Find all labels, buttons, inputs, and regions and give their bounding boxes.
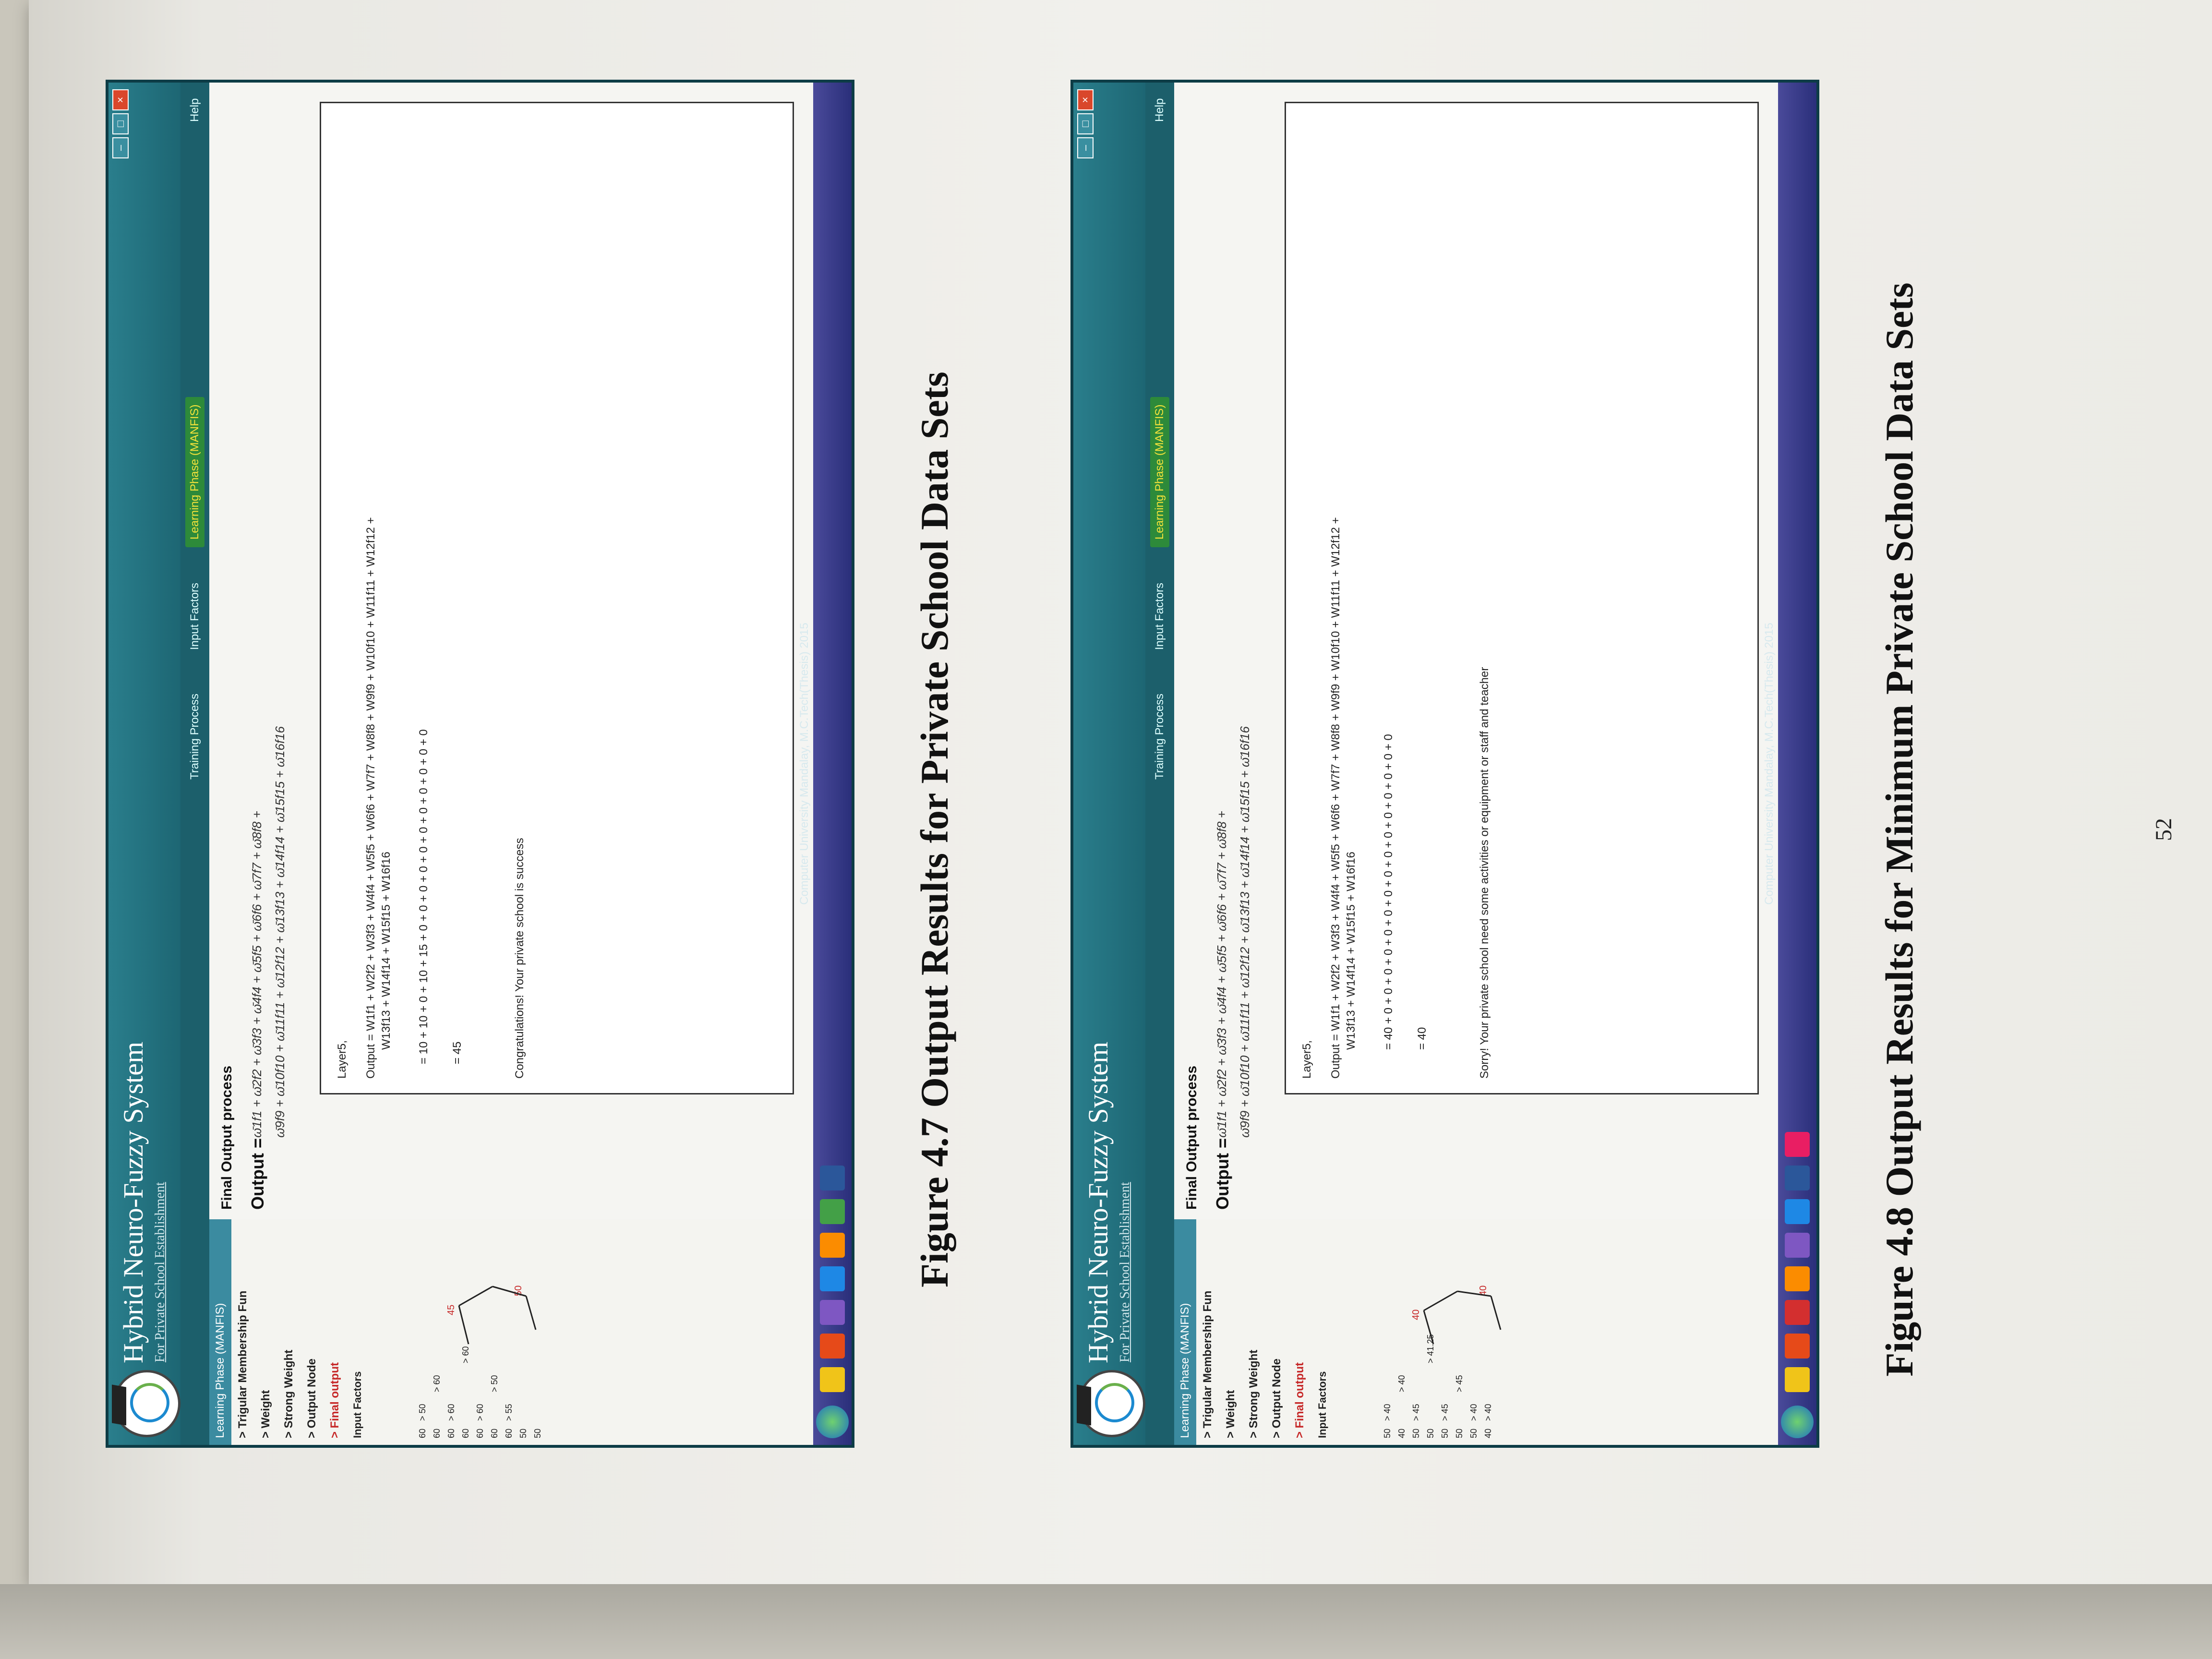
- minimize-icon[interactable]: –: [1077, 137, 1094, 158]
- sidebar: [209, 1218, 813, 1445]
- menu-training-process[interactable]: Training Process: [188, 693, 201, 780]
- formula: [248, 1138, 268, 1210]
- output-text-panel: [1285, 102, 1759, 1094]
- menu-learning-phase[interactable]: Learning Phase (MANFIS): [185, 397, 204, 547]
- tree-value: > 45: [1440, 1404, 1450, 1421]
- tree-value: > 55: [504, 1404, 514, 1421]
- taskbar-app-icon[interactable]: [820, 1199, 845, 1224]
- taskbar-app-icon[interactable]: [820, 1300, 845, 1325]
- tree-diagram: [1376, 1224, 1645, 1440]
- menu-input-factors[interactable]: Input Factors: [1153, 582, 1166, 650]
- calculation: = 40 + 0 + 0 + 0 + 0 + 0 + 0 + 0 + 0 + 0 + 0 + 0 + 0 + 0 + 0 + 0: [1382, 734, 1395, 1050]
- result-message: Sorry! Your private school need some activities or equipment or staff and teacher: [1478, 667, 1491, 1079]
- maximize-icon[interactable]: □: [112, 113, 129, 134]
- tree-value: > 40: [1469, 1404, 1479, 1421]
- formula-line-1: ω̄1f1 + ω̄2f2 + ω̄3f3 + ω̄4f4 + ω̄5f5 + ω̄6f6 + ω̄7f7 + ω̄8f8 +: [1214, 811, 1229, 1138]
- tree-connectors: [459, 1286, 536, 1344]
- result-message: Congratulations! Your private school is success: [513, 838, 526, 1079]
- tree-value: > 40: [1382, 1404, 1392, 1421]
- tree-value: 50: [1426, 1428, 1435, 1438]
- taskbar: [1778, 83, 1816, 1445]
- taskbar-app-icon[interactable]: [1785, 1367, 1810, 1392]
- sidebar-item-final-output[interactable]: > Final output: [1293, 1362, 1306, 1438]
- tree-value: > 40: [1397, 1375, 1407, 1392]
- calculation: = 10 + 10 + 0 + 10 + 15 + 0 + 0 + 0 + 0 + 0 + 0 + 0 + 0 + 0 + 0 + 0: [417, 729, 430, 1064]
- tree-value: > 50: [418, 1404, 427, 1421]
- tree-value: > 60: [446, 1404, 456, 1421]
- result: = 45: [451, 1041, 464, 1064]
- app-subtitle: For Private School Establishment: [153, 1182, 168, 1362]
- final-output-title: Final Output process: [1184, 1065, 1200, 1210]
- tree-value: 40: [1397, 1428, 1407, 1438]
- sidebar-item-strong-weight[interactable]: > Strong Weight: [1247, 1349, 1260, 1438]
- tree-value: 50: [1469, 1428, 1479, 1438]
- input-factor-tree: [411, 1224, 680, 1440]
- sidebar-item-weight[interactable]: > Weight: [259, 1390, 272, 1438]
- app-title: Hybrid Neuro-Fuzzy System: [1082, 1041, 1114, 1363]
- sidebar-header: Learning Phase (MANFIS): [1174, 1219, 1196, 1445]
- tree-value: 60: [504, 1428, 514, 1438]
- menu-bar: [180, 83, 209, 1445]
- app-titlebar: [1073, 83, 1145, 1445]
- tree-value: > 60: [432, 1375, 442, 1392]
- main-panel: [1174, 83, 1778, 1219]
- tree-value: > 60: [461, 1346, 470, 1363]
- tree-value: 50: [533, 1428, 542, 1438]
- result: = 40: [1416, 1027, 1429, 1050]
- tree-value: 45: [446, 1304, 457, 1315]
- tree-value: > 50: [490, 1375, 499, 1392]
- sidebar-item-membership[interactable]: > Trigular Membership Fun: [1201, 1290, 1214, 1438]
- start-orb-icon[interactable]: [816, 1406, 849, 1438]
- formula: [1213, 1138, 1233, 1210]
- tree-value: 50: [513, 1285, 524, 1296]
- tree-value: 60: [432, 1428, 442, 1438]
- close-icon[interactable]: ×: [1077, 89, 1094, 110]
- tree-value: 60: [490, 1428, 499, 1438]
- tree-value: 40: [1478, 1285, 1489, 1296]
- taskbar-app-icon[interactable]: [1785, 1199, 1810, 1224]
- figure-4-8-screenshot: [1070, 80, 1819, 1448]
- sidebar-header: Learning Phase (MANFIS): [209, 1219, 231, 1445]
- taskbar-app-icon[interactable]: [1785, 1166, 1810, 1190]
- tree-value: 50: [1411, 1428, 1421, 1438]
- tree-value: > 41.25: [1426, 1334, 1435, 1363]
- window-controls: [1077, 89, 1094, 158]
- layer-label: Layer5,: [1300, 1040, 1313, 1079]
- page-number: 52: [2151, 818, 2176, 841]
- sidebar-item-final-output[interactable]: > Final output: [328, 1362, 341, 1438]
- formula-line-1: ω̄1f1 + ω̄2f2 + ω̄3f3 + ω̄4f4 + ω̄5f5 + ω̄6f6 + ω̄7f7 + ω̄8f8 +: [250, 811, 264, 1138]
- minimize-icon[interactable]: –: [112, 137, 129, 158]
- app-footer: Computer University Mandalay, M.C.Tech(Thesis) 2015: [798, 623, 811, 905]
- tree-value: 60: [446, 1428, 456, 1438]
- close-icon[interactable]: ×: [112, 89, 129, 110]
- input-factors-label: Input Factors: [1316, 1371, 1328, 1438]
- tree-value: > 45: [1411, 1404, 1421, 1421]
- logo-icon: [1078, 1370, 1145, 1437]
- taskbar-app-icon[interactable]: [1785, 1132, 1810, 1157]
- figure-caption: Figure 4.7 Output Results for Private School Data Sets: [913, 372, 956, 1287]
- tree-value: 50: [1440, 1428, 1450, 1438]
- menu-help[interactable]: Help: [188, 98, 201, 122]
- tree-value: 40: [1411, 1309, 1421, 1320]
- tree-connectors: [1424, 1291, 1501, 1344]
- taskbar-app-icon[interactable]: [1785, 1266, 1810, 1291]
- tree-diagram: [411, 1224, 680, 1440]
- tree-value: > 60: [475, 1404, 485, 1421]
- formula-line-2: ω̄9f9 + ω̄10f10 + ω̄11f11 + ω̄12f12 + ω̄13f13 + ω̄14f14 + ω̄15f15 + ω̄16f16: [1238, 726, 1252, 1138]
- figure-4-7-screenshot: [106, 80, 854, 1448]
- formula-line-2: ω̄9f9 + ω̄10f10 + ω̄11f11 + ω̄12f12 + ω̄13f13 + ω̄14f14 + ω̄15f15 + ω̄16f16: [273, 726, 287, 1138]
- taskbar-app-icon[interactable]: [1785, 1233, 1810, 1258]
- app-titlebar: [108, 83, 180, 1445]
- tree-value: 60: [461, 1428, 470, 1438]
- tree-value: > 45: [1455, 1375, 1464, 1392]
- tree-value: > 40: [1483, 1404, 1493, 1421]
- taskbar-app-icon[interactable]: [820, 1367, 845, 1392]
- formula-label: Output =: [248, 1138, 267, 1210]
- output-line-1: Output = W1f1 + W2f2 + W3f3 + W4f4 + W5f5 + W6f6 + W7f7 + W8f8 + W9f9 + W10f10 + W11f11 + W12f12 +: [364, 517, 377, 1079]
- main-panel: [209, 83, 813, 1219]
- sidebar-item-output-node[interactable]: > Output Node: [1270, 1358, 1283, 1438]
- output-line-2: W13f13 + W14f14 + W15f15 + W16f16: [1345, 852, 1358, 1050]
- output-line-2: W13f13 + W14f14 + W15f15 + W16f16: [380, 852, 393, 1050]
- taskbar-app-icon[interactable]: [820, 1166, 845, 1190]
- layer-label: Layer5,: [336, 1040, 349, 1079]
- taskbar-app-icon[interactable]: [820, 1266, 845, 1291]
- tree-value: 60: [475, 1428, 485, 1438]
- app-title: Hybrid Neuro-Fuzzy System: [118, 1041, 149, 1363]
- sidebar-item-membership[interactable]: > Trigular Membership Fun: [236, 1290, 249, 1438]
- app-subtitle: For Private School Establishment: [1118, 1182, 1132, 1362]
- sidebar-item-strong-weight[interactable]: > Strong Weight: [282, 1349, 295, 1438]
- taskbar-app-icon[interactable]: [1785, 1334, 1810, 1358]
- menu-learning-phase[interactable]: Learning Phase (MANFIS): [1150, 397, 1169, 547]
- output-line-1: Output = W1f1 + W2f2 + W3f3 + W4f4 + W5f5 + W6f6 + W7f7 + W8f8 + W9f9 + W10f10 + W11f11 + W12f12 +: [1329, 517, 1342, 1079]
- input-factors-label: Input Factors: [351, 1371, 363, 1438]
- sidebar: [1174, 1218, 1778, 1445]
- sidebar-item-weight[interactable]: > Weight: [1224, 1390, 1237, 1438]
- menu-bar: [1145, 83, 1174, 1445]
- final-output-title: Final Output process: [219, 1065, 235, 1210]
- start-orb-icon[interactable]: [1781, 1406, 1814, 1438]
- menu-input-factors[interactable]: Input Factors: [188, 582, 201, 650]
- app-footer: Computer University Mandalay, M.C.Tech(Thesis) 2015: [1763, 623, 1776, 905]
- window-controls: [112, 89, 129, 158]
- taskbar: [813, 83, 852, 1445]
- menu-training-process[interactable]: Training Process: [1153, 693, 1166, 780]
- sidebar-item-output-node[interactable]: > Output Node: [305, 1358, 318, 1438]
- input-factor-tree: [1376, 1224, 1645, 1440]
- tree-value: 40: [1483, 1428, 1493, 1438]
- logo-icon: [113, 1370, 180, 1437]
- menu-help[interactable]: Help: [1153, 98, 1166, 122]
- figure-caption: Figure 4.8 Output Results for Minimum Private School Data Sets: [1877, 282, 1921, 1377]
- formula-label: Output =: [1213, 1138, 1232, 1210]
- output-text-panel: [320, 102, 794, 1094]
- tree-value: 60: [418, 1428, 427, 1438]
- taskbar-app-icon[interactable]: [820, 1334, 845, 1358]
- tree-value: 50: [1382, 1428, 1392, 1438]
- taskbar-app-icon[interactable]: [820, 1233, 845, 1258]
- taskbar-app-icon[interactable]: [1785, 1300, 1810, 1325]
- tree-value: 50: [1455, 1428, 1464, 1438]
- tree-value: 50: [518, 1428, 528, 1438]
- maximize-icon[interactable]: □: [1077, 113, 1094, 134]
